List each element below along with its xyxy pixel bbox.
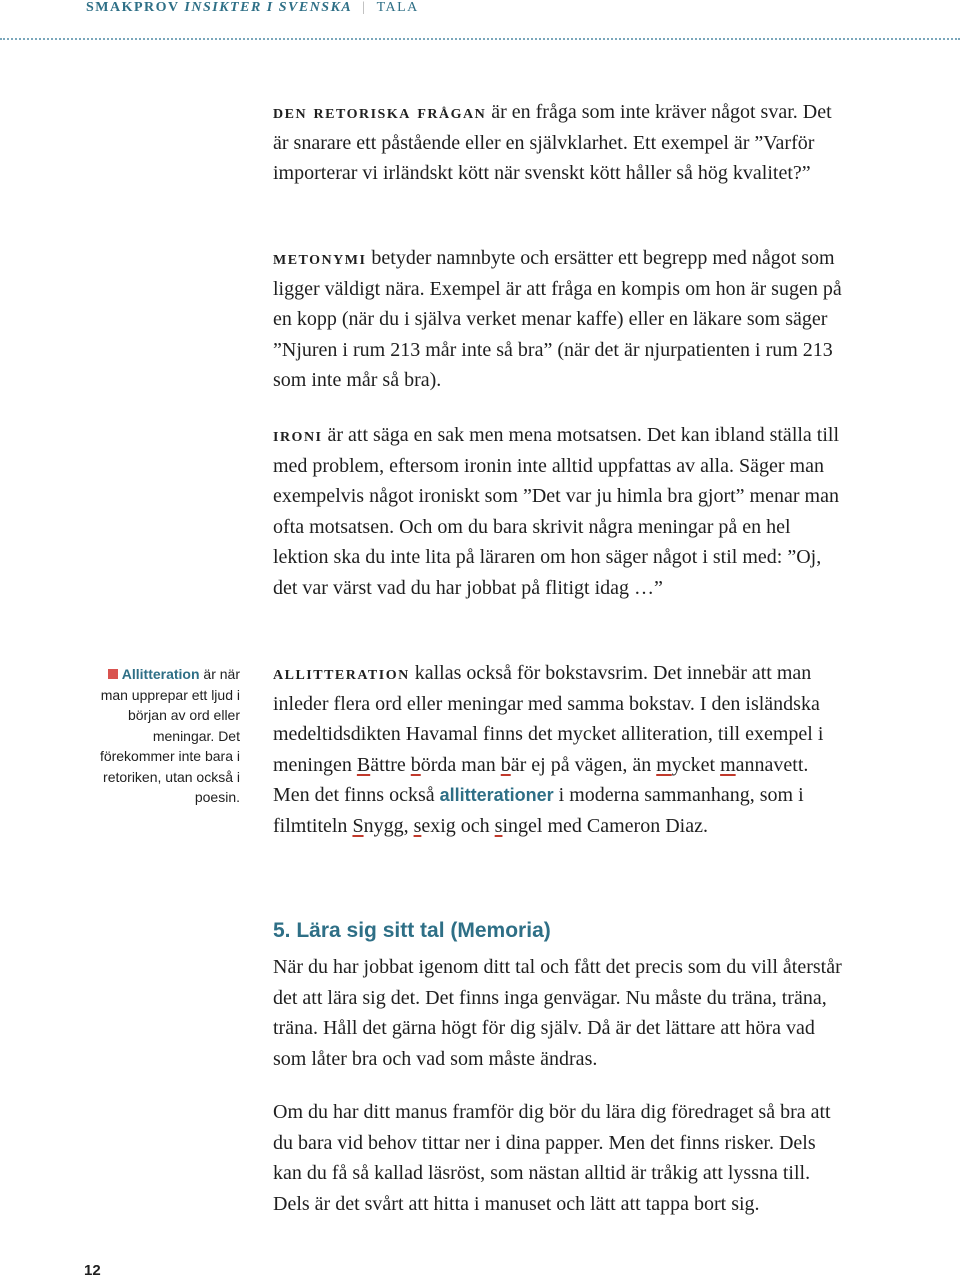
paragraph-retoriska-fragan	[273, 97, 845, 189]
alliteration-letter: s	[413, 814, 422, 837]
alliteration-letter: b	[410, 753, 421, 776]
paragraph-text: örda man	[420, 753, 501, 776]
term-allitteration: allitteration	[273, 662, 410, 684]
alliteration-letter: b	[500, 753, 511, 776]
paragraph-text: är en fråga som inte kräver något svar. Det är snarare ett påstående eller en självklarhet. Ett exempel är ”Varför importerar vi irländskt kött när svenskt kött håller så hög kvalitet?”	[273, 101, 832, 184]
running-header	[86, 0, 419, 20]
note-marker-icon	[108, 669, 118, 679]
paragraph-text: annavett. Men det finns också	[273, 753, 809, 806]
alliteration-letter: S	[352, 814, 364, 837]
header-section: TALA	[376, 0, 419, 15]
paragraph-text: exig och	[421, 814, 495, 837]
margin-note-text: är när man upprepar ett ljud i början av ord eller meningar. Det förekommer inte bara i retoriken, utan också i poesin.	[99, 666, 240, 805]
paragraph-text: ättre	[370, 753, 411, 776]
margin-note	[90, 664, 240, 808]
page-number: 12	[84, 1262, 101, 1279]
term-ironi: ironi	[273, 424, 323, 446]
paragraph-allitteration	[273, 658, 845, 841]
margin-note-term: Allitteration	[121, 666, 200, 682]
alliteration-letter: s	[494, 814, 503, 837]
paragraph-text: ingel med Cameron Diaz.	[502, 814, 708, 837]
alliteration-letter: B	[356, 753, 371, 776]
section-heading: 5. Lära sig sitt tal (Memoria)	[273, 919, 551, 942]
paragraph-text: kallas också för bokstavsrim. Det innebär att man inleder flera ord eller meningar med samma bokstav. I den isländska medeltidsdikten Havamal finns det mycket alliteration, till exempel i meningen	[273, 662, 824, 776]
highlighted-term: allitterationer	[439, 785, 554, 805]
header-separator: |	[362, 0, 367, 15]
paragraph-text: är att säga en sak men mena motsatsen. Det kan ibland ställa till med problem, eftersom ironin inte alltid uppfattas av alla. Säger man exempelvis något ironiskt som ”Det var ju himla bra gjort” menar man ofta motsatsen. Och om du bara skrivit några meningar på en hel lektion ska du inte lita på läraren om hon säger något i stil med: ”Oj, det var värst vad du har jobbat på flitigt idag …”	[273, 424, 840, 599]
paragraph-text: ycket	[671, 753, 721, 776]
alliteration-letter: m	[720, 753, 736, 776]
header-divider	[0, 38, 960, 40]
paragraph-memoria-1: När du har jobbat igenom ditt tal och fått det precis som du vill återstår det att lära sig det. Det finns inga genvägar. Nu måste du träna, träna, träna. Håll det gärna högt för dig själv. Då är det lättare att höra vad som låter bra och vad som måste ändras.	[273, 956, 842, 1070]
paragraph-text: nygg,	[363, 814, 414, 837]
header-topic: INSIKTER I SVENSKA	[184, 0, 353, 15]
header-book: SMAKPROV	[86, 0, 180, 15]
term-retoriska-fragan: den retoriska frågan	[273, 101, 487, 123]
term-metonymi: metonymi	[273, 247, 367, 269]
alliteration-letter: m	[656, 753, 672, 776]
paragraph-ironi	[273, 420, 845, 603]
paragraph-text: betyder namnbyte och ersätter ett begrepp med något som ligger väldigt nära. Exempel är att fråga en kompis om hon är sugen på en kopp (när du i själva verket menar kaffe) eller en läkare som säger ”Njuren i rum 213 mår inte så bra” (när det är njurpatienten i rum 213 som inte mår så bra).	[273, 247, 842, 391]
paragraph-text: i moderna sammanhang, som i filmtiteln	[273, 784, 804, 837]
paragraph-memoria-2: Om du har ditt manus framför dig bör du lära dig föredraget så bra att du bara vid behov tittar ner i dina papper. Men det finns risker. Dels kan du få så kallad läsröst, som nästan alltid är tråkig att lyssna till. Dels är det svårt att hitta i manuset och lätt att tappa bort sig.	[273, 1101, 831, 1215]
paragraph-metonymi	[273, 243, 845, 396]
paragraph-text: är ej på vägen, än	[510, 753, 657, 776]
